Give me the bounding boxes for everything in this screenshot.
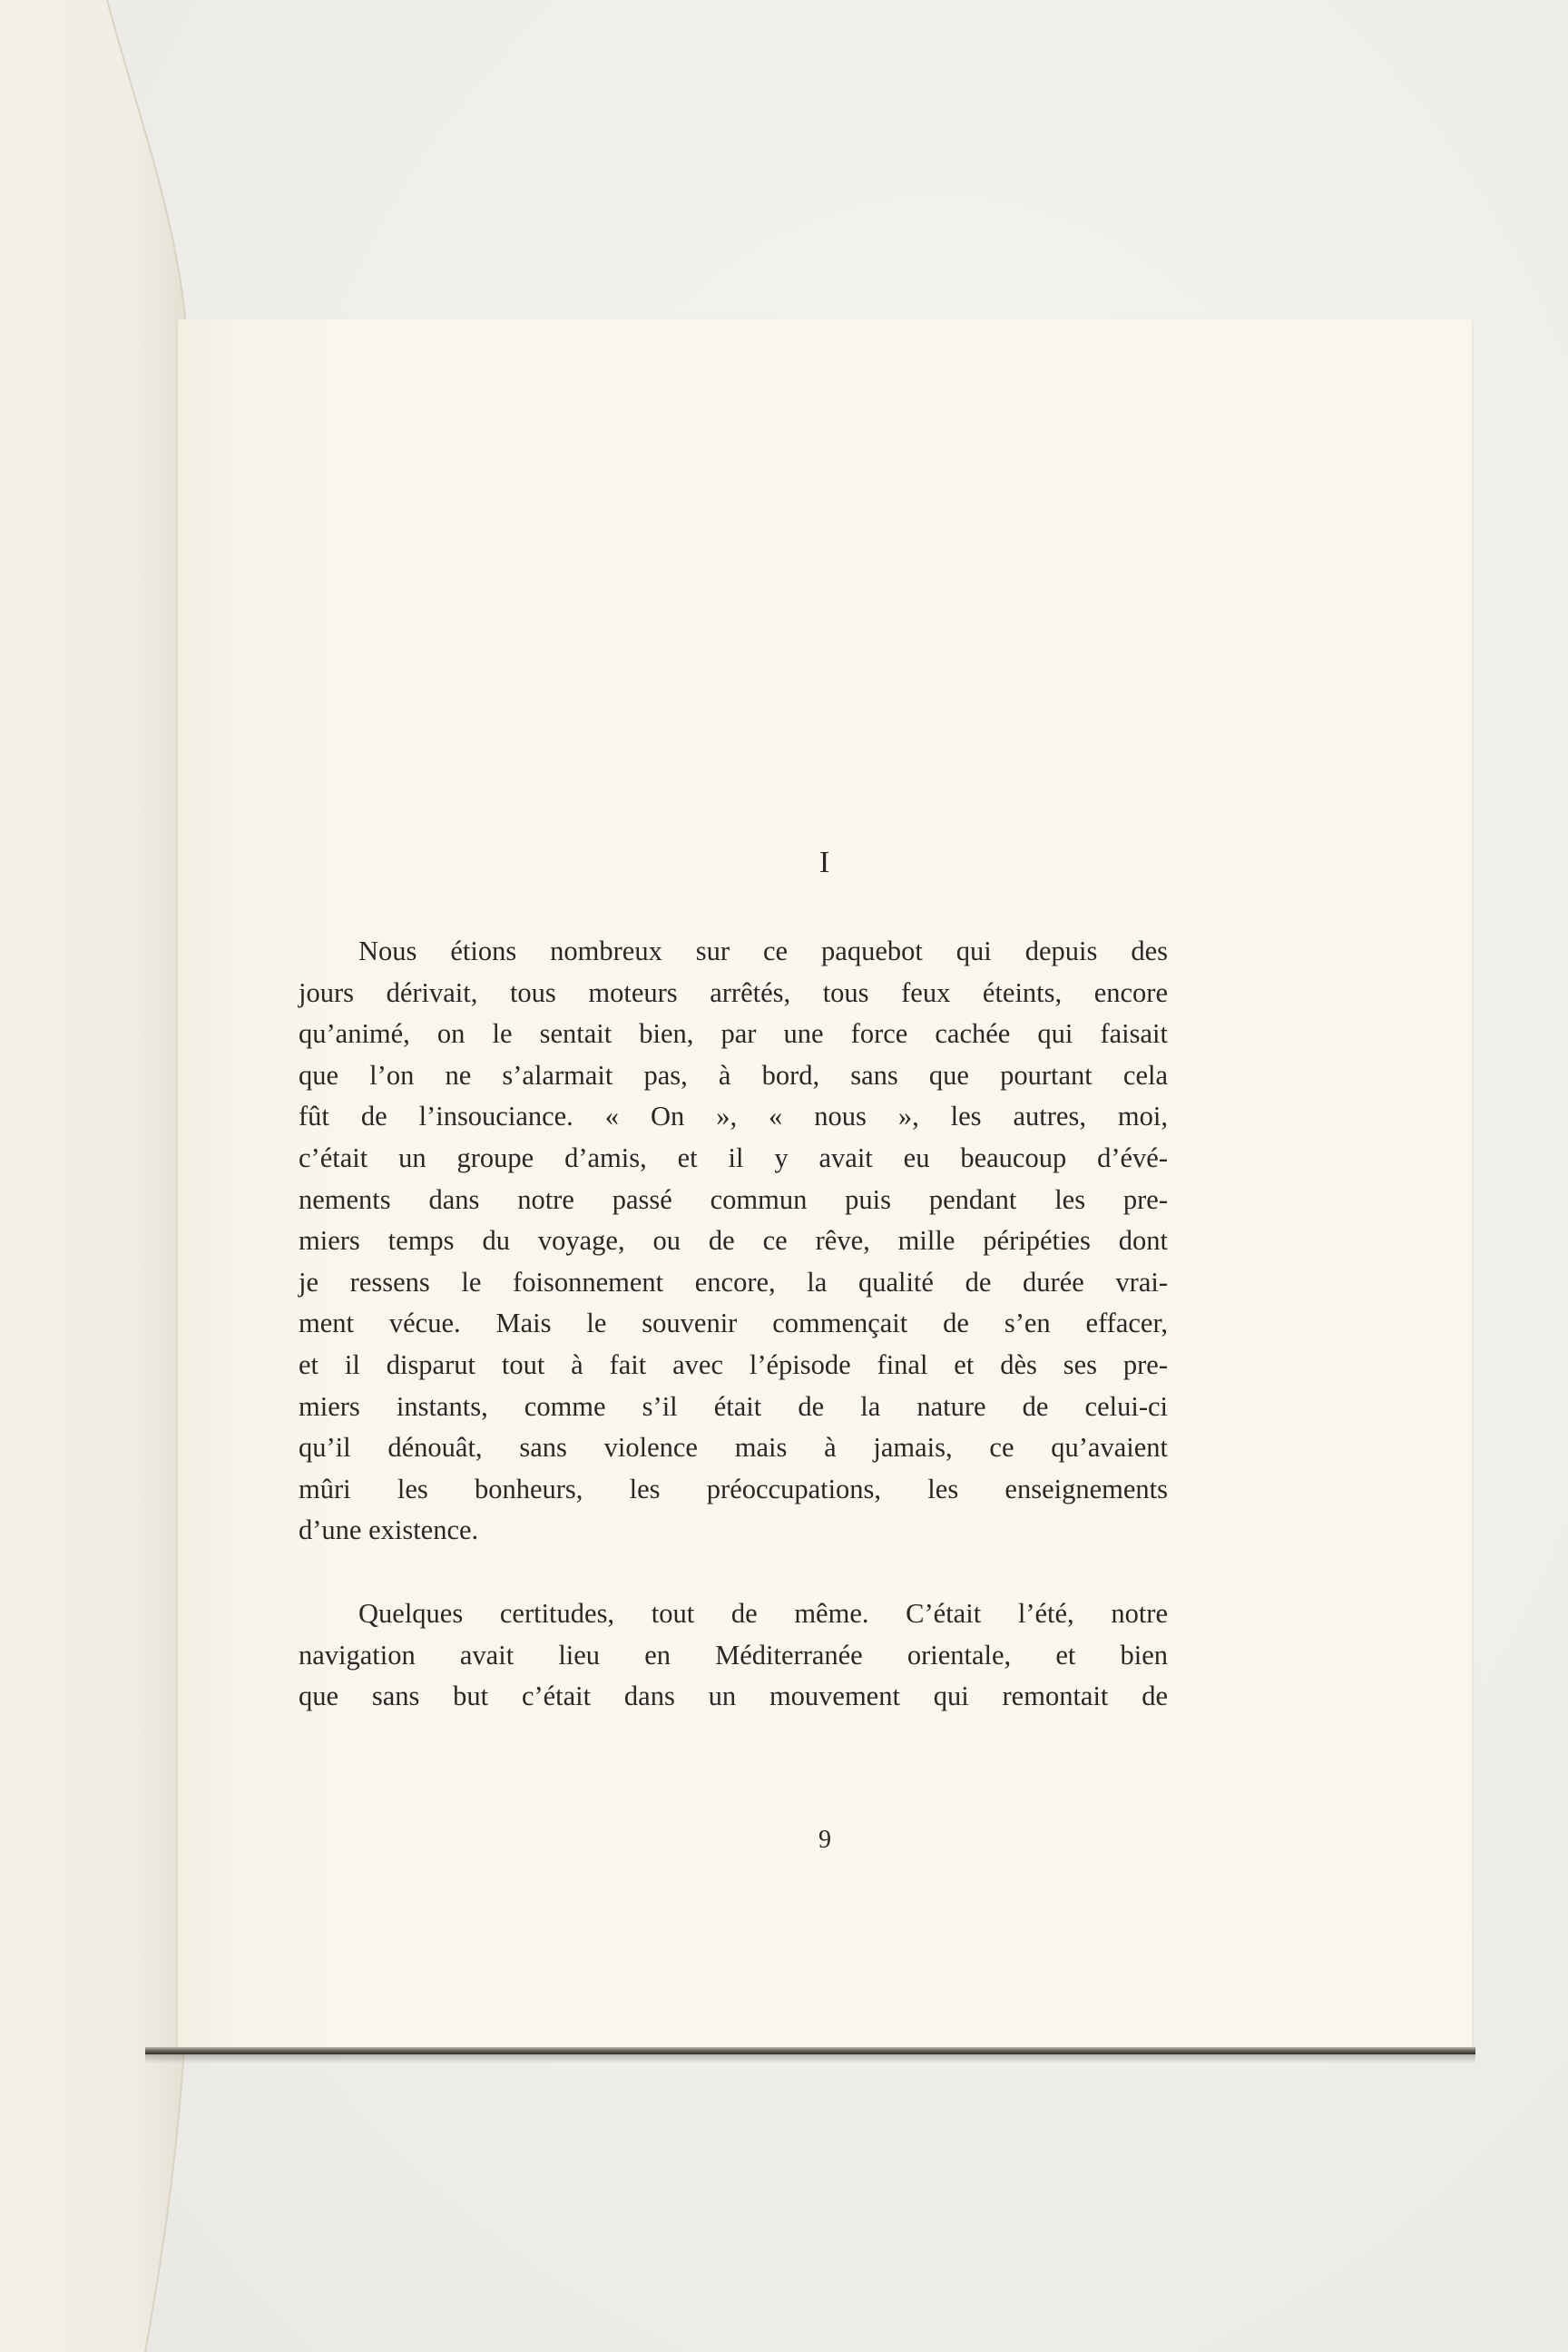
book-page bbox=[178, 319, 1472, 2051]
text-line: je ressens le foisonnement encore, la qualité de durée vrai- bbox=[299, 1266, 1168, 1298]
chapter-number: I bbox=[818, 846, 831, 879]
text-line: navigation avait lieu en Méditerranée orientale, et bien bbox=[299, 1639, 1168, 1671]
text-line: fût de l’insouciance. « On », « nous », les autres, moi, bbox=[299, 1101, 1168, 1132]
text-line: que l’on ne s’alarmait pas, à bord, sans que pourtant cela bbox=[299, 1059, 1168, 1091]
text-line: et il disparut tout à fait avec l’épisode final et dès ses pre- bbox=[299, 1348, 1168, 1380]
page-stack-shadow bbox=[145, 2054, 1475, 2063]
paragraph-2 bbox=[299, 1593, 1168, 1718]
text-line: miers instants, comme s’il était de la nature de celui-ci bbox=[299, 1390, 1168, 1422]
text-line: mûri les bonheurs, les préoccupations, les enseignements bbox=[299, 1473, 1168, 1504]
text-line: d’une existence. bbox=[299, 1514, 479, 1546]
text-line: miers temps du voyage, ou de ce rêve, mille péripéties dont bbox=[299, 1225, 1168, 1257]
text-line: qu’animé, on le sentait bien, par une force cachée qui faisait bbox=[299, 1018, 1168, 1050]
text-line: Quelques certitudes, tout de même. C’était l’été, notre bbox=[358, 1597, 1168, 1629]
paragraph-gap bbox=[299, 1552, 1168, 1593]
curled-left-page bbox=[0, 0, 200, 2352]
page-number: 9 bbox=[818, 1826, 831, 1854]
page-stack-edge bbox=[145, 2047, 1475, 2054]
text-line: Nous étions nombreux sur ce paquebot qui depuis des bbox=[358, 936, 1168, 966]
text-line: qu’il dénouât, sans violence mais à jamais, ce qu’avaient bbox=[299, 1432, 1168, 1464]
body-text bbox=[299, 931, 1168, 1718]
text-line: c’était un groupe d’amis, et il y avait eu beaucoup d’évé- bbox=[299, 1142, 1168, 1173]
paragraph-1 bbox=[299, 931, 1168, 1552]
text-line: nements dans notre passé commun puis pendant les pre- bbox=[299, 1183, 1168, 1215]
text-line: jours dérivait, tous moteurs arrêtés, tous feux éteints, encore bbox=[299, 976, 1168, 1008]
text-line: que sans but c’était dans un mouvement qui remontait de bbox=[299, 1681, 1168, 1712]
text-line: ment vécue. Mais le souvenir commençait de s’en effacer, bbox=[299, 1308, 1168, 1339]
